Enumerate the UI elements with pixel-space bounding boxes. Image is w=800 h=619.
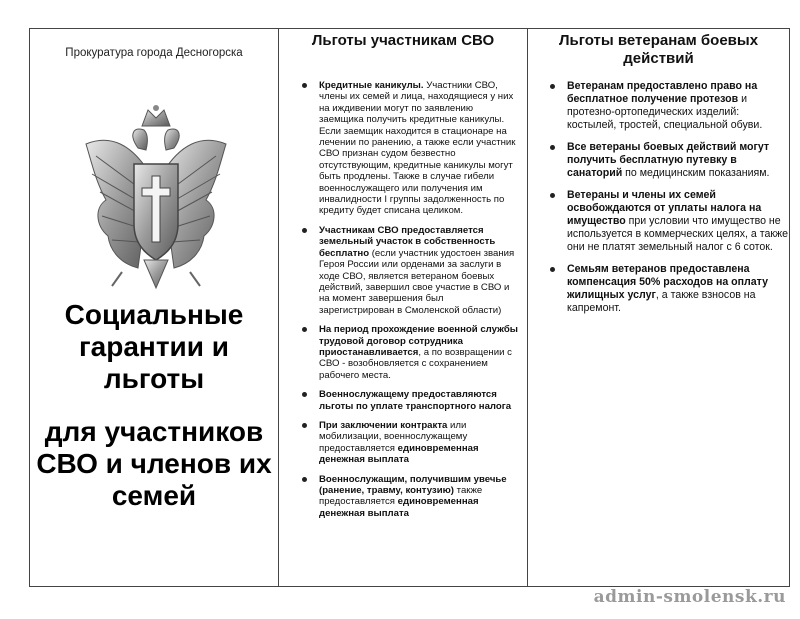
list-item: Ветераны и члены их семей освобождаются от уплаты налога на имущество при условии что имущество не используется в коммерческих целях, а также они не платят земельный налог с 6 соток. xyxy=(567,189,790,254)
leaflet xyxy=(29,28,790,587)
list-item: Военнослужащим, получившим увечье (ранение, травму, контузию) также предоставляется единовременная денежная выплата xyxy=(319,474,519,520)
main-title-part1: Социальные гарантии и льготы xyxy=(64,299,244,394)
veteran-benefits-list xyxy=(567,80,790,324)
list-item: На период прохождение военной службы трудовой договор сотрудника приостанавливается, а по возвращении с СВО - возобновляется с сохранением рабочего места. xyxy=(319,324,518,381)
list-item: Военнослужащему предоставляются льготы по уплате транспортного налога xyxy=(319,389,519,412)
list-item: Ветеранам предоставлено право на бесплатное получение протезов и протезно-ортопедических изделий: костылей, тростей, специальной обуви. xyxy=(567,80,790,132)
org-name: Прокуратура города Десногорска xyxy=(65,47,243,59)
left-panel xyxy=(30,29,278,586)
list-item: Участникам СВО предоставляется земельный участок в собственность бесплатно (если участник удостоен звания Героя России или орденами за заслуги в ходе СВО, является ветераном боевых действий, завершил свое участие в СВО и на момент завершения был зарегистрирован в Смоленской области) xyxy=(319,225,519,316)
list-item: Кредитные каникулы. Участники СВО, члены их семей и лица, находящиеся у них на иждивении могут по заявлению заемщика получить кредитные каникулы. Если заемщик находится в стационаре на лечении по ранению, а также если участник СВО признан судом безвестно отсутствующим, кредитные каникулы могут быть продлены. Также в случае гибели военнослужащего или получения им инвалидности I группы задолженность по кредиту будет списана целиком. xyxy=(319,80,519,217)
middle-panel-title: Льготы участникам СВО xyxy=(311,32,495,49)
svo-benefits-list xyxy=(319,80,519,527)
list-item: Все ветераны боевых действий могут получить бесплатную путевку в санаторий по медицинским показаниям. xyxy=(567,141,790,180)
right-panel-title: Льготы ветеранам боевых действий xyxy=(558,32,759,67)
watermark: admin-smolensk.ru xyxy=(593,587,786,607)
right-panel xyxy=(527,29,789,586)
list-item: Семьям ветеранов предоставлена компенсация 50% расходов на оплату жилищных услуг, а также взносов на капремонт. xyxy=(567,263,790,315)
middle-panel xyxy=(278,29,527,586)
list-item: При заключении контракта или мобилизации, военнослужащему предоставляется единовременная денежная выплата xyxy=(319,420,519,466)
main-title-part2: для участников СВО и членов их семей xyxy=(36,416,272,511)
prosecutor-emblem-icon xyxy=(82,104,230,290)
